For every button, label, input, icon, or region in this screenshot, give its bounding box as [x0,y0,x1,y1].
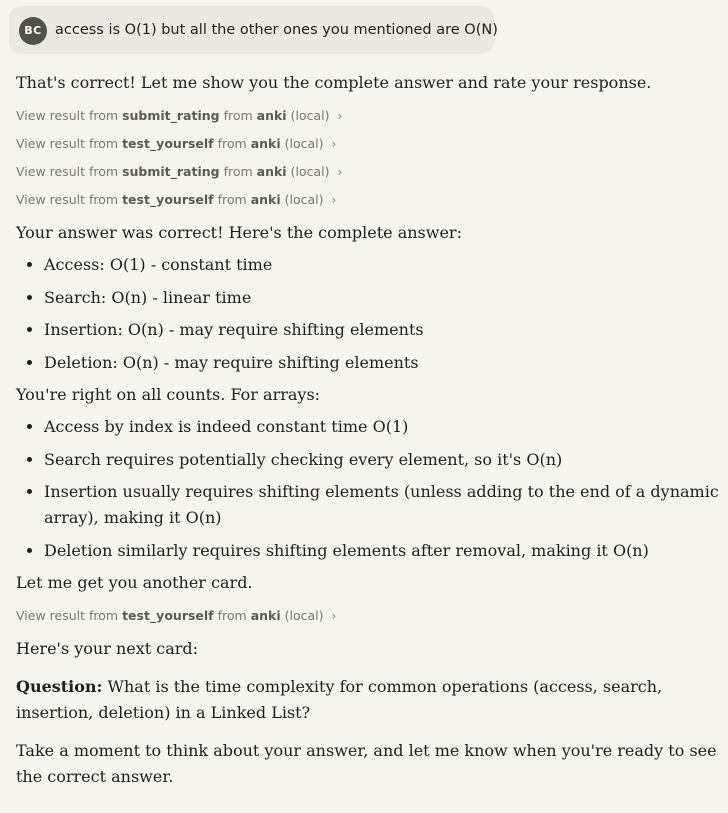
server-name: anki [250,192,281,207]
explain-heading: You're right on all counts. For arrays: [16,385,321,404]
chevron-right-icon: › [331,137,337,151]
list-item: • Search: O(n) - linear time [44,285,722,311]
server-scope: (local) [284,608,324,623]
server-scope: (local) [290,108,330,123]
chevron-right-icon: › [337,165,343,179]
list-item: • Access: O(1) - constant time [44,252,722,278]
list-item: • Insertion usually requires shifting elements (unless adding to the end of a dynamic array), making it O(n) [44,479,722,531]
explain-list [16,414,722,564]
list-item: • Deletion: O(n) - may require shifting elements [44,350,722,376]
tool-result-from: from [223,108,253,123]
server-name: anki [256,108,287,123]
answer-heading: Your answer was correct! Here's the complete answer: [16,223,462,242]
tool-result-from: from [223,164,253,179]
tool-name: test_yourself [122,192,214,207]
server-name: anki [250,136,281,151]
question-label: Question: [16,677,103,696]
server-scope: (local) [290,164,330,179]
tool-name: submit_rating [122,108,220,123]
question-text: What is the time complexity for common operations (access, search, insertion, deletion) in a Linked List? [16,677,663,722]
tool-result-from: from [217,608,247,623]
tool-result-prefix: View result from [16,136,119,151]
next-card-intro: Let me get you another card. [16,573,253,592]
question-paragraph [16,674,722,726]
tool-result-prefix: View result from [16,164,119,179]
chevron-right-icon: › [331,609,337,623]
tool-result-from: from [217,136,247,151]
next-card-heading: Here's your next card: [16,639,199,658]
avatar: BC [19,17,47,45]
user-message-bubble [9,6,498,54]
chevron-right-icon: › [331,193,337,207]
tool-name: submit_rating [122,164,220,179]
closing-text: Take a moment to think about your answer, and let me know when you're ready to see the correct answer. [16,741,717,786]
list-item: • Search requires potentially checking every element, so it's O(n) [44,447,722,473]
server-name: anki [256,164,287,179]
tool-name: test_yourself [122,136,214,151]
user-message-text: access is O(1) but all the other ones you mentioned are O(N) [55,22,498,38]
tool-result-link[interactable] [16,608,722,624]
tool-name: test_yourself [122,608,214,623]
tool-result-link[interactable] [16,136,722,152]
assistant-intro: That's correct! Let me show you the complete answer and rate your response. [16,73,652,92]
answer-list [16,252,722,376]
chevron-right-icon: › [337,109,343,123]
server-scope: (local) [284,136,324,151]
server-name: anki [250,608,281,623]
tool-result-link[interactable] [16,108,722,124]
assistant-response [16,70,722,802]
tool-result-from: from [217,192,247,207]
tool-result-link[interactable] [16,164,722,180]
tool-result-link[interactable] [16,192,722,208]
list-item: • Deletion similarly requires shifting elements after removal, making it O(n) [44,538,722,564]
list-item: • Access by index is indeed constant time O(1) [44,414,722,440]
tool-result-prefix: View result from [16,192,119,207]
server-scope: (local) [284,192,324,207]
tool-result-prefix: View result from [16,108,119,123]
list-item: • Insertion: O(n) - may require shifting elements [44,317,722,343]
tool-result-prefix: View result from [16,608,119,623]
